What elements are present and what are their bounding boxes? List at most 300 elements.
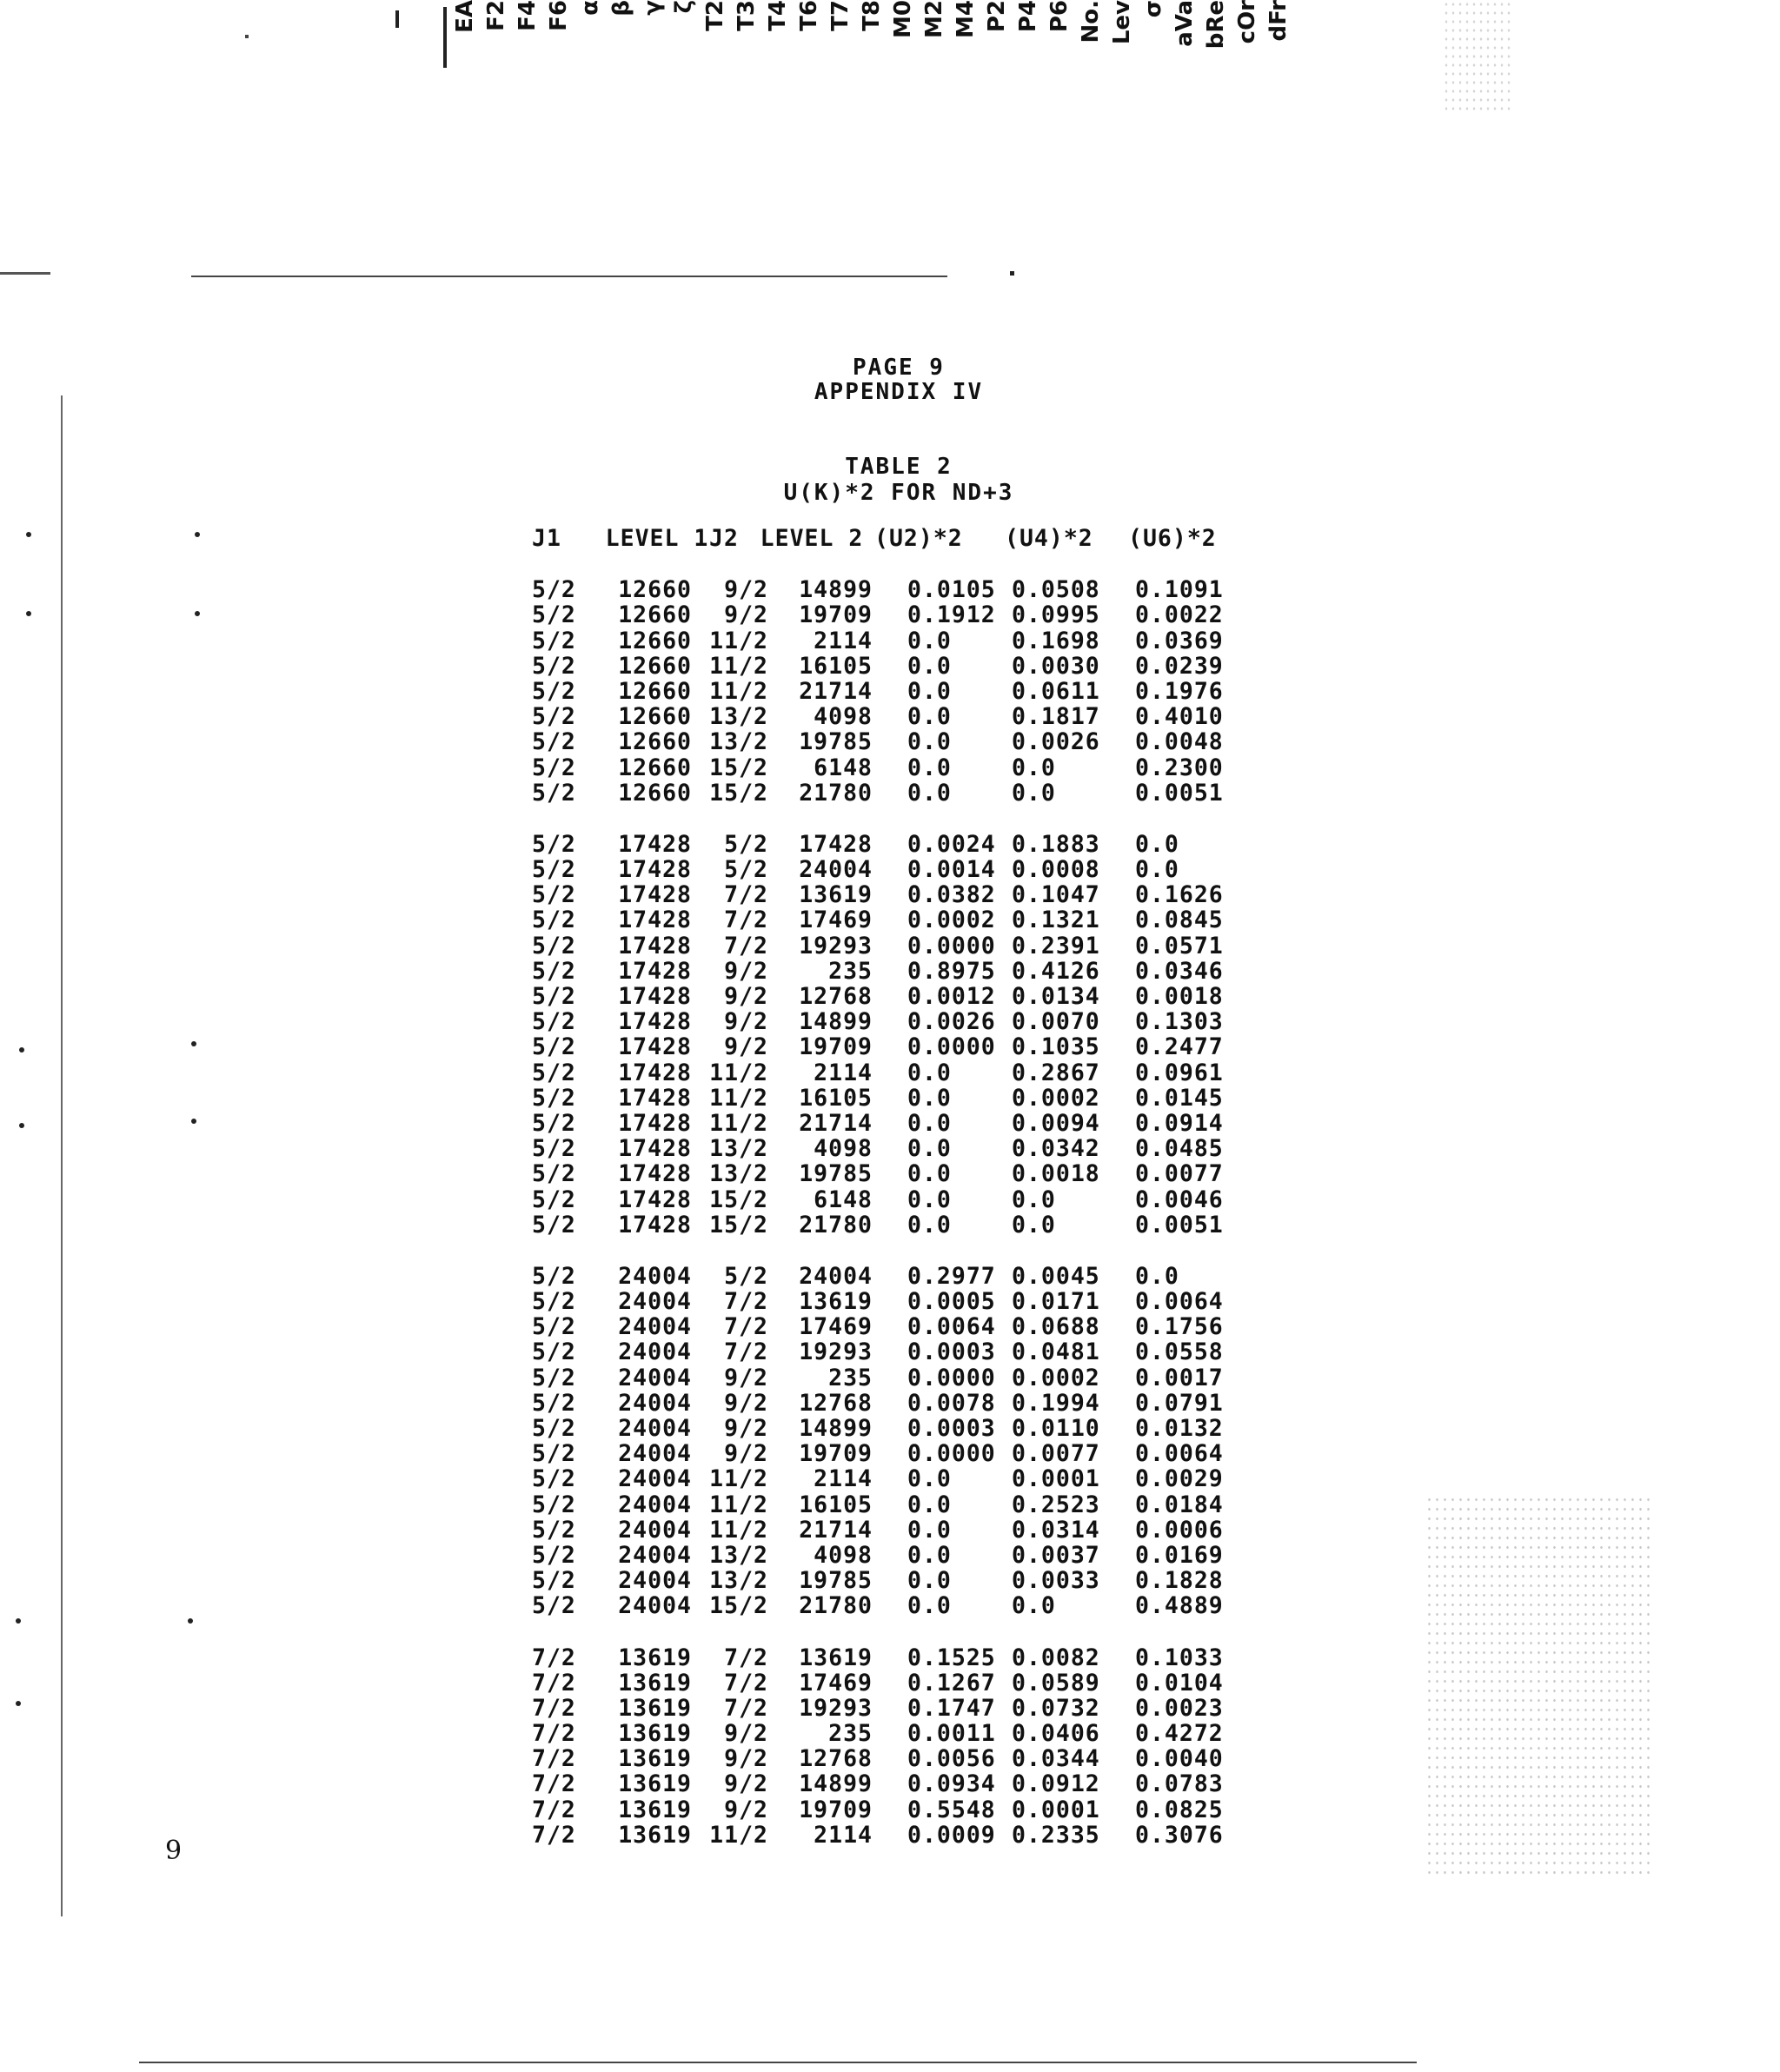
cell-j1: 5/2: [532, 932, 576, 960]
cell-u6: 0.0914: [1135, 1109, 1224, 1137]
table-row: [532, 1161, 1248, 1186]
cell-j2: 11/2: [709, 677, 768, 705]
cell-j2: 11/2: [709, 1084, 768, 1112]
table-row: [532, 729, 1248, 754]
cell-u4: 0.0077: [1012, 1440, 1100, 1468]
cell-level1: 24004: [618, 1567, 692, 1595]
cell-u2: 0.2977: [907, 1262, 996, 1290]
table-row: [532, 1365, 1248, 1391]
cell-u4: 0.0508: [1012, 576, 1100, 604]
cell-j2: 11/2: [709, 1821, 768, 1849]
scan-speck: [1010, 271, 1014, 276]
table-row: [532, 882, 1248, 907]
cell-u2: 0.0382: [907, 881, 996, 909]
cell-j2: 9/2: [724, 1033, 768, 1061]
table-subtitle: U(K)*2 FOR ND+3: [783, 480, 1014, 506]
table-row: [532, 1391, 1248, 1416]
cell-level2: 21780: [799, 1592, 873, 1620]
table-row: [532, 780, 1248, 806]
cell-u2: 0.0000: [907, 932, 996, 960]
cell-level2: 13619: [799, 1644, 873, 1671]
cell-level1: 24004: [618, 1338, 692, 1366]
cell-j1: 7/2: [532, 1796, 576, 1823]
rotated-strip-item: F2: [483, 0, 509, 31]
rotated-strip-item: M0: [890, 0, 916, 38]
cell-j2: 5/2: [724, 1262, 768, 1290]
scan-noise: [1443, 0, 1512, 113]
table-row: [532, 1696, 1248, 1721]
cell-j2: 15/2: [709, 779, 768, 807]
cell-u4: 0.1698: [1012, 627, 1100, 654]
cell-u2: 0.0011: [907, 1720, 996, 1748]
cell-u6: 0.0077: [1135, 1160, 1224, 1188]
rotated-strip-item: F6: [546, 0, 572, 31]
cell-u2: 0.0: [907, 1135, 952, 1163]
col-header-level1: LEVEL 1: [605, 525, 709, 552]
cell-level1: 12660: [618, 754, 692, 781]
cell-u2: 0.0: [907, 1185, 952, 1213]
table-title: TABLE 2: [845, 454, 953, 480]
cell-u4: 0.2867: [1012, 1059, 1100, 1086]
cell-level1: 13619: [618, 1796, 692, 1823]
cell-u6: 0.0051: [1135, 1211, 1224, 1239]
cell-level2: 19785: [799, 1160, 873, 1188]
cell-u6: 0.0017: [1135, 1364, 1224, 1391]
cell-j1: 7/2: [532, 1644, 576, 1671]
strip-tick: [395, 10, 399, 28]
cell-u6: 0.1626: [1135, 881, 1224, 909]
cell-u2: 0.0014: [907, 856, 996, 884]
cell-j2: 7/2: [724, 1288, 768, 1316]
cell-level2: 24004: [799, 856, 873, 884]
cell-level2: 17469: [799, 906, 873, 934]
cell-level1: 13619: [618, 1694, 692, 1722]
row-group: [532, 1645, 1248, 1849]
cell-j2: 13/2: [709, 1567, 768, 1595]
cell-j2: 13/2: [709, 1160, 768, 1188]
cell-u6: 0.1828: [1135, 1567, 1224, 1595]
cell-u4: 0.1994: [1012, 1389, 1100, 1417]
cell-level2: 21714: [799, 1109, 873, 1137]
col-header-u2: (U2)*2: [874, 525, 963, 552]
rotated-strip-item: T7: [827, 0, 853, 31]
cell-level2: 12768: [799, 1389, 873, 1417]
cell-u4: 0.2523: [1012, 1491, 1100, 1518]
table-row: [532, 1212, 1248, 1238]
cell-u6: 0.0046: [1135, 1185, 1224, 1213]
cell-level2: 14899: [799, 1415, 873, 1442]
rotated-strip-item: EA: [452, 0, 478, 33]
col-header-level2: LEVEL 2: [760, 525, 864, 552]
cell-level1: 24004: [618, 1389, 692, 1417]
table-row: [532, 1111, 1248, 1136]
cell-level2: 2114: [814, 1821, 873, 1849]
table-row: [532, 1543, 1248, 1568]
cell-u2: 0.0003: [907, 1338, 996, 1366]
cell-u4: 0.0001: [1012, 1796, 1100, 1823]
cell-u2: 0.0002: [907, 906, 996, 934]
cell-level1: 12660: [618, 703, 692, 731]
cell-j1: 5/2: [532, 1364, 576, 1391]
cell-u2: 0.0064: [907, 1313, 996, 1341]
cell-level1: 12660: [618, 677, 692, 705]
cell-j2: 11/2: [709, 1516, 768, 1544]
table-row: [532, 602, 1248, 628]
cell-u4: 0.1817: [1012, 703, 1100, 731]
cell-level2: 235: [828, 1364, 873, 1391]
cell-level2: 13619: [799, 1288, 873, 1316]
cell-j1: 5/2: [532, 1415, 576, 1442]
cell-u6: 0.0018: [1135, 983, 1224, 1010]
cell-j2: 7/2: [724, 1694, 768, 1722]
cell-level2: 21714: [799, 1516, 873, 1544]
cell-u4: 0.2391: [1012, 932, 1100, 960]
cell-u2: 0.0934: [907, 1770, 996, 1798]
cell-j2: 7/2: [724, 1669, 768, 1697]
bottom-rule: [139, 2062, 1417, 2063]
cell-j1: 5/2: [532, 677, 576, 705]
cell-j1: 5/2: [532, 1465, 576, 1493]
cell-u4: 0.0589: [1012, 1669, 1100, 1697]
cell-level2: 2114: [814, 1465, 873, 1493]
cell-u6: 0.0783: [1135, 1770, 1224, 1798]
cell-j2: 7/2: [724, 1644, 768, 1671]
scan-noise: [1425, 1495, 1651, 1877]
cell-j2: 9/2: [724, 1364, 768, 1391]
cell-u6: 0.0485: [1135, 1135, 1224, 1163]
cell-j2: 15/2: [709, 1592, 768, 1620]
rotated-strip-item: T8: [859, 0, 885, 31]
cell-level2: 19709: [799, 601, 873, 629]
cell-level1: 17428: [618, 881, 692, 909]
cell-u4: 0.0094: [1012, 1109, 1100, 1137]
cell-j2: 9/2: [724, 1415, 768, 1442]
cell-level2: 14899: [799, 1770, 873, 1798]
cell-j1: 7/2: [532, 1745, 576, 1773]
cell-u6: 0.0: [1135, 1262, 1179, 1290]
cell-level2: 24004: [799, 1262, 873, 1290]
cell-u6: 0.0132: [1135, 1415, 1224, 1442]
cell-u6: 0.1033: [1135, 1644, 1224, 1671]
rotated-strip-item: M2: [921, 0, 947, 38]
cell-u6: 0.3076: [1135, 1821, 1224, 1849]
cell-level2: 16105: [799, 1084, 873, 1112]
cell-level2: 19293: [799, 1338, 873, 1366]
table-row: [532, 1645, 1248, 1670]
cell-u6: 0.0048: [1135, 728, 1224, 756]
data-table: [532, 526, 1248, 1874]
cell-u4: 0.0: [1012, 779, 1056, 807]
cell-u6: 0.0006: [1135, 1516, 1224, 1544]
cell-u6: 0.0040: [1135, 1745, 1224, 1773]
table-row: [532, 1136, 1248, 1161]
cell-u2: 0.0: [907, 1160, 952, 1188]
cell-j2: 11/2: [709, 1109, 768, 1137]
cell-j2: 11/2: [709, 1491, 768, 1518]
cell-u4: 0.0082: [1012, 1644, 1100, 1671]
cell-j1: 7/2: [532, 1821, 576, 1849]
cell-u6: 0.0791: [1135, 1389, 1224, 1417]
margin-mark: 9: [165, 1836, 183, 1866]
cell-j2: 11/2: [709, 1059, 768, 1086]
cell-u6: 0.0558: [1135, 1338, 1224, 1366]
rotated-strip-item: ζ: [671, 0, 697, 14]
cell-j1: 5/2: [532, 652, 576, 680]
cell-j1: 5/2: [532, 983, 576, 1010]
cell-j1: 5/2: [532, 1592, 576, 1620]
rotated-strip-item: No.: [1078, 0, 1104, 43]
col-header-j1: J1: [532, 525, 561, 552]
strip-bar: [443, 7, 447, 68]
cell-level1: 12660: [618, 779, 692, 807]
table-row: [532, 1670, 1248, 1696]
rotated-strip-item: F4: [515, 0, 541, 31]
cell-level2: 2114: [814, 627, 873, 654]
cell-j2: 9/2: [724, 1745, 768, 1773]
cell-u2: 0.8975: [907, 957, 996, 985]
cell-level2: 6148: [814, 1185, 873, 1213]
cell-level2: 21780: [799, 779, 873, 807]
cell-j2: 11/2: [709, 627, 768, 654]
cell-level1: 13619: [618, 1745, 692, 1773]
rotated-strip-item: γ: [640, 0, 666, 16]
cell-u4: 0.0: [1012, 1185, 1056, 1213]
cell-u4: 0.0002: [1012, 1084, 1100, 1112]
cell-level2: 4098: [814, 1541, 873, 1569]
cell-level2: 16105: [799, 1491, 873, 1518]
cell-u6: 0.1976: [1135, 677, 1224, 705]
rotated-strip-item: dFr: [1265, 0, 1292, 42]
cell-u6: 0.0104: [1135, 1669, 1224, 1697]
punch-dot: [191, 1119, 196, 1124]
cell-u6: 0.4889: [1135, 1592, 1224, 1620]
cell-j2: 7/2: [724, 881, 768, 909]
rotated-strip-item: β: [608, 0, 634, 17]
table-row: [532, 1593, 1248, 1618]
cell-j2: 13/2: [709, 703, 768, 731]
cell-j1: 5/2: [532, 779, 576, 807]
cell-j2: 13/2: [709, 1541, 768, 1569]
cell-level2: 21780: [799, 1211, 873, 1239]
cell-j1: 5/2: [532, 703, 576, 731]
rotated-strip-item: α: [577, 0, 603, 16]
cell-level2: 14899: [799, 1008, 873, 1036]
cell-level2: 235: [828, 1720, 873, 1748]
punch-dot: [191, 1041, 196, 1046]
cell-j2: 15/2: [709, 754, 768, 781]
cell-j1: 5/2: [532, 1389, 576, 1417]
cell-level2: 16105: [799, 652, 873, 680]
cell-level1: 17428: [618, 932, 692, 960]
cell-u4: 0.1047: [1012, 881, 1100, 909]
cell-u2: 0.0012: [907, 983, 996, 1010]
cell-level1: 17428: [618, 830, 692, 858]
table-row: [532, 654, 1248, 679]
cell-j1: 5/2: [532, 1109, 576, 1137]
cell-u2: 0.1525: [907, 1644, 996, 1671]
cell-u4: 0.0344: [1012, 1745, 1100, 1773]
table-row: [532, 907, 1248, 933]
cell-u6: 0.0845: [1135, 906, 1224, 934]
top-rule: [191, 276, 947, 277]
table-header-row: [532, 526, 1248, 551]
cell-level1: 12660: [618, 728, 692, 756]
cell-u6: 0.0961: [1135, 1059, 1224, 1086]
cell-j1: 5/2: [532, 1541, 576, 1569]
cell-j1: 5/2: [532, 754, 576, 781]
cell-level1: 17428: [618, 856, 692, 884]
cell-j1: 5/2: [532, 1059, 576, 1086]
cell-level1: 24004: [618, 1364, 692, 1391]
cell-u6: 0.0825: [1135, 1796, 1224, 1823]
cell-level1: 13619: [618, 1669, 692, 1697]
cell-u6: 0.4272: [1135, 1720, 1224, 1748]
cell-j2: 9/2: [724, 601, 768, 629]
table-row: [532, 832, 1248, 857]
scan-speck: [245, 35, 249, 38]
cell-u4: 0.0008: [1012, 856, 1100, 884]
cell-u4: 0.0110: [1012, 1415, 1100, 1442]
cell-u4: 0.0070: [1012, 1008, 1100, 1036]
table-row: [532, 1492, 1248, 1517]
cell-level2: 19293: [799, 932, 873, 960]
cell-level1: 24004: [618, 1415, 692, 1442]
table-row: [532, 704, 1248, 729]
cell-level2: 19709: [799, 1440, 873, 1468]
rotated-strip-item: bRe: [1203, 0, 1229, 50]
cell-level1: 24004: [618, 1592, 692, 1620]
cell-level1: 24004: [618, 1491, 692, 1518]
cell-level1: 17428: [618, 906, 692, 934]
cell-u4: 0.0018: [1012, 1160, 1100, 1188]
table-row: [532, 1086, 1248, 1111]
cell-level2: 17469: [799, 1313, 873, 1341]
cell-j1: 5/2: [532, 627, 576, 654]
cell-u4: 0.0688: [1012, 1313, 1100, 1341]
cell-level2: 17469: [799, 1669, 873, 1697]
rotated-strip-item: T2: [702, 0, 728, 31]
row-group: [532, 577, 1248, 806]
cell-u2: 0.0: [907, 1211, 952, 1239]
cell-level2: 19709: [799, 1033, 873, 1061]
cell-u2: 0.1747: [907, 1694, 996, 1722]
table-row: [532, 1264, 1248, 1289]
row-group: [532, 1264, 1248, 1619]
cell-u4: 0.0995: [1012, 601, 1100, 629]
cell-level1: 17428: [618, 1211, 692, 1239]
cell-j1: 5/2: [532, 856, 576, 884]
cell-u4: 0.0481: [1012, 1338, 1100, 1366]
cell-j2: 9/2: [724, 1008, 768, 1036]
cell-u2: 0.0: [907, 754, 952, 781]
cell-j1: 5/2: [532, 830, 576, 858]
cell-j2: 15/2: [709, 1185, 768, 1213]
cell-u2: 0.1267: [907, 1669, 996, 1697]
cell-u6: 0.4010: [1135, 703, 1224, 731]
cell-u2: 0.0: [907, 703, 952, 731]
cell-level2: 21714: [799, 677, 873, 705]
cell-level1: 12660: [618, 627, 692, 654]
cell-j2: 7/2: [724, 1313, 768, 1341]
cell-j2: 7/2: [724, 906, 768, 934]
cell-u4: 0.2335: [1012, 1821, 1100, 1849]
cell-u2: 0.0026: [907, 1008, 996, 1036]
cell-j1: 5/2: [532, 576, 576, 604]
table-row: [532, 1823, 1248, 1848]
table-row: [532, 1339, 1248, 1365]
cell-u2: 0.0: [907, 1109, 952, 1137]
cell-level2: 19709: [799, 1796, 873, 1823]
punch-dot: [19, 1047, 24, 1053]
cell-u2: 0.0: [907, 1567, 952, 1595]
rotated-strip: [454, 0, 1298, 78]
cell-j2: 11/2: [709, 1465, 768, 1493]
cell-u2: 0.0000: [907, 1364, 996, 1391]
cell-level1: 12660: [618, 652, 692, 680]
table-row: [532, 857, 1248, 882]
cell-u6: 0.0064: [1135, 1288, 1224, 1316]
cell-u4: 0.0134: [1012, 983, 1100, 1010]
cell-u4: 0.0045: [1012, 1262, 1100, 1290]
cell-u4: 0.0: [1012, 1592, 1056, 1620]
cell-u6: 0.0: [1135, 856, 1179, 884]
cell-u6: 0.0051: [1135, 779, 1224, 807]
table-row: [532, 1289, 1248, 1314]
cell-level2: 19293: [799, 1694, 873, 1722]
cell-u2: 0.0009: [907, 1821, 996, 1849]
cell-level2: 12768: [799, 1745, 873, 1773]
cell-u2: 0.0000: [907, 1033, 996, 1061]
punch-dot: [195, 532, 200, 537]
table-row: [532, 1466, 1248, 1491]
cell-level1: 17428: [618, 1185, 692, 1213]
cell-j1: 5/2: [532, 906, 576, 934]
cell-j1: 5/2: [532, 728, 576, 756]
table-row: [532, 1771, 1248, 1796]
cell-level1: 12660: [618, 601, 692, 629]
cell-j1: 5/2: [532, 1440, 576, 1468]
cell-u6: 0.0145: [1135, 1084, 1224, 1112]
cell-u2: 0.0000: [907, 1440, 996, 1468]
table-row: [532, 1797, 1248, 1823]
cell-u2: 0.0078: [907, 1389, 996, 1417]
table-row: [532, 984, 1248, 1009]
cell-j2: 13/2: [709, 1135, 768, 1163]
left-margin-line: [61, 395, 63, 1916]
cell-level1: 12660: [618, 576, 692, 604]
cell-u2: 0.0: [907, 1516, 952, 1544]
cell-level1: 17428: [618, 1059, 692, 1086]
cell-level2: 19785: [799, 1567, 873, 1595]
rotated-strip-item: P2: [984, 0, 1010, 33]
cell-j2: 5/2: [724, 856, 768, 884]
table-row: [532, 959, 1248, 984]
cell-u6: 0.0169: [1135, 1541, 1224, 1569]
cell-u4: 0.0026: [1012, 728, 1100, 756]
cell-u6: 0.2300: [1135, 754, 1224, 781]
cell-level1: 17428: [618, 1008, 692, 1036]
cell-j2: 9/2: [724, 983, 768, 1010]
cell-level1: 24004: [618, 1288, 692, 1316]
cell-u4: 0.1883: [1012, 830, 1100, 858]
cell-u2: 0.0: [907, 627, 952, 654]
cell-u6: 0.0184: [1135, 1491, 1224, 1518]
rotated-strip-item: M4: [953, 0, 979, 38]
cell-u2: 0.0024: [907, 830, 996, 858]
cell-j1: 5/2: [532, 957, 576, 985]
cell-level2: 235: [828, 957, 873, 985]
cell-level1: 24004: [618, 1313, 692, 1341]
